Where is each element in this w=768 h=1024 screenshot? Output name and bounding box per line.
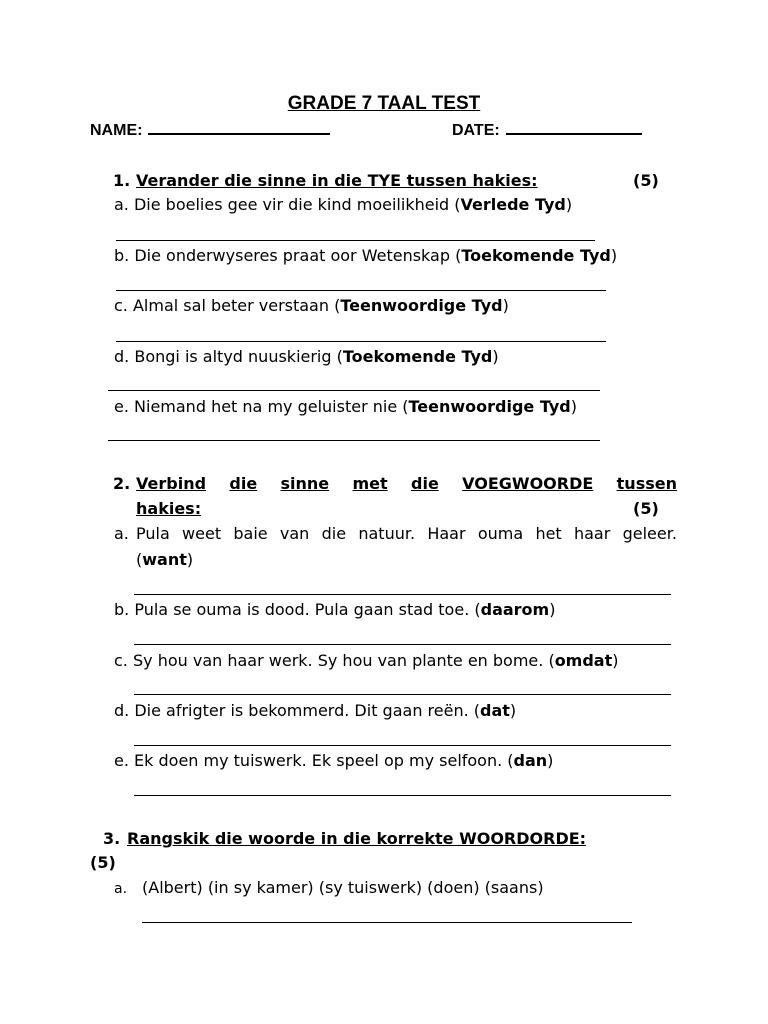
- answer-line[interactable]: [134, 795, 671, 796]
- item-hint: daarom: [480, 600, 550, 619]
- section2-item-d: [114, 701, 516, 721]
- section3-item-a: [114, 878, 127, 899]
- heading-word: sinne: [280, 474, 330, 493]
- item-word: haar: [573, 524, 611, 543]
- answer-line[interactable]: [134, 694, 671, 695]
- section1-number: 1.: [113, 171, 131, 190]
- page-title: GRADE 7 TAAL TEST: [287, 93, 481, 114]
- section3-marks: (5): [90, 853, 116, 872]
- section3-heading: Rangskik die woorde in die korrekte WOORDORDE:: [127, 829, 587, 848]
- name-label: NAME:: [90, 122, 143, 139]
- item-hint: dan: [513, 751, 548, 770]
- item-letter: b.: [114, 600, 130, 619]
- date-blank[interactable]: [506, 121, 642, 135]
- item-word: van: [279, 524, 310, 543]
- item-close: ): [492, 347, 499, 366]
- section2-number: 2.: [113, 474, 131, 493]
- date-label: DATE:: [452, 122, 500, 139]
- answer-line[interactable]: [134, 644, 671, 645]
- section2-item-a-letter: a.: [114, 524, 129, 543]
- item-close: ): [570, 397, 577, 416]
- heading-word: met: [352, 474, 388, 493]
- item-text: Die afrigter is bekommerd. Dit gaan reën. (: [134, 701, 481, 720]
- item-text: Die boelies gee vir die kind moeilikheid (: [133, 195, 461, 214]
- date-field: [452, 121, 642, 140]
- item-letter: a.: [114, 881, 128, 897]
- section1-item-d: [114, 347, 499, 367]
- heading-word: tussen: [616, 474, 677, 493]
- answer-line[interactable]: [116, 341, 606, 342]
- item-word: die: [321, 524, 347, 543]
- item-letter: b.: [114, 246, 130, 265]
- item-close: ): [547, 751, 554, 770]
- item-text: Pula se ouma is dood. Pula gaan stad toe. (: [134, 600, 481, 619]
- section2-item-a-hint: [136, 550, 193, 570]
- item-hint: omdat: [554, 651, 613, 670]
- item-hint: want: [142, 550, 187, 569]
- item-text: Sy hou van haar werk. Sy hou van plante en bome. (: [132, 651, 555, 670]
- heading-word: VOEGWOORDE: [462, 474, 594, 493]
- item-hint: Toekomende Tyd: [342, 347, 493, 366]
- section2-heading: [136, 474, 677, 494]
- item-word: ouma: [477, 524, 524, 543]
- item-letter: c.: [114, 296, 128, 315]
- section2-heading-line2: hakies:: [136, 499, 202, 518]
- name-field: [90, 121, 330, 140]
- answer-line[interactable]: [134, 594, 671, 595]
- item-letter: e.: [114, 751, 129, 770]
- item-letter: d.: [114, 347, 130, 366]
- answer-line[interactable]: [116, 240, 595, 241]
- answer-line[interactable]: [134, 745, 671, 746]
- item-word: natuur.: [358, 524, 416, 543]
- item-hint: Verlede Tyd: [460, 195, 566, 214]
- item-text: Bongi is altyd nuuskierig (: [134, 347, 343, 366]
- item-text: (: [136, 550, 143, 569]
- item-word: geleer.: [622, 524, 677, 543]
- section3-number: 3.: [103, 829, 121, 848]
- section1-marks: (5): [633, 171, 659, 190]
- item-letter: a.: [114, 195, 129, 214]
- item-text: Die onderwyseres praat oor Wetenskap (: [134, 246, 462, 265]
- heading-word: die: [411, 474, 439, 493]
- item-hint: dat: [480, 701, 510, 720]
- answer-line[interactable]: [108, 440, 600, 441]
- item-close: ): [565, 195, 573, 214]
- item-close: ): [509, 701, 517, 720]
- section1-heading: Verander die sinne in die TYE tussen hakies:: [136, 171, 538, 190]
- item-word: Pula: [136, 524, 170, 543]
- section2-item-c: [114, 651, 619, 671]
- answer-line[interactable]: [108, 390, 600, 391]
- item-close: ): [549, 600, 556, 619]
- item-text: Ek doen my tuiswerk. Ek speel op my selfoon. (: [134, 751, 514, 770]
- item-letter: e.: [114, 397, 129, 416]
- answer-line[interactable]: [142, 922, 632, 923]
- section1-item-a: [114, 195, 572, 215]
- item-letter: c.: [114, 651, 128, 670]
- item-word: Haar: [427, 524, 466, 543]
- item-close: ): [502, 296, 509, 315]
- item-hint: Teenwoordige Tyd: [408, 397, 571, 416]
- answer-line[interactable]: [116, 290, 606, 291]
- heading-word: Verbind: [136, 474, 207, 493]
- item-letter: d.: [114, 701, 130, 720]
- item-close: ): [610, 246, 618, 265]
- section2-marks: (5): [633, 499, 659, 518]
- item-close: ): [612, 651, 619, 670]
- section1-item-c: [114, 296, 509, 316]
- section2-item-a-text: [136, 524, 677, 544]
- heading-word: die: [229, 474, 258, 493]
- item-text: Niemand het na my geluister nie (: [134, 397, 409, 416]
- section2-item-b: [114, 600, 555, 620]
- name-blank[interactable]: [148, 121, 330, 135]
- item-text: Almal sal beter verstaan (: [132, 296, 341, 315]
- section1-item-e: [114, 397, 577, 417]
- item-close: ): [186, 550, 194, 569]
- item-hint: Toekomende Tyd: [461, 246, 611, 265]
- section2-item-e: [114, 751, 553, 771]
- item-hint: Teenwoordige Tyd: [340, 296, 503, 315]
- item-word: weet: [182, 524, 222, 543]
- item-word: het: [535, 524, 562, 543]
- section1-item-b: [114, 246, 617, 266]
- item-word: baie: [233, 524, 268, 543]
- section3-item-a-text: (Albert) (in sy kamer) (sy tuiswerk) (doen) (saans): [142, 878, 544, 897]
